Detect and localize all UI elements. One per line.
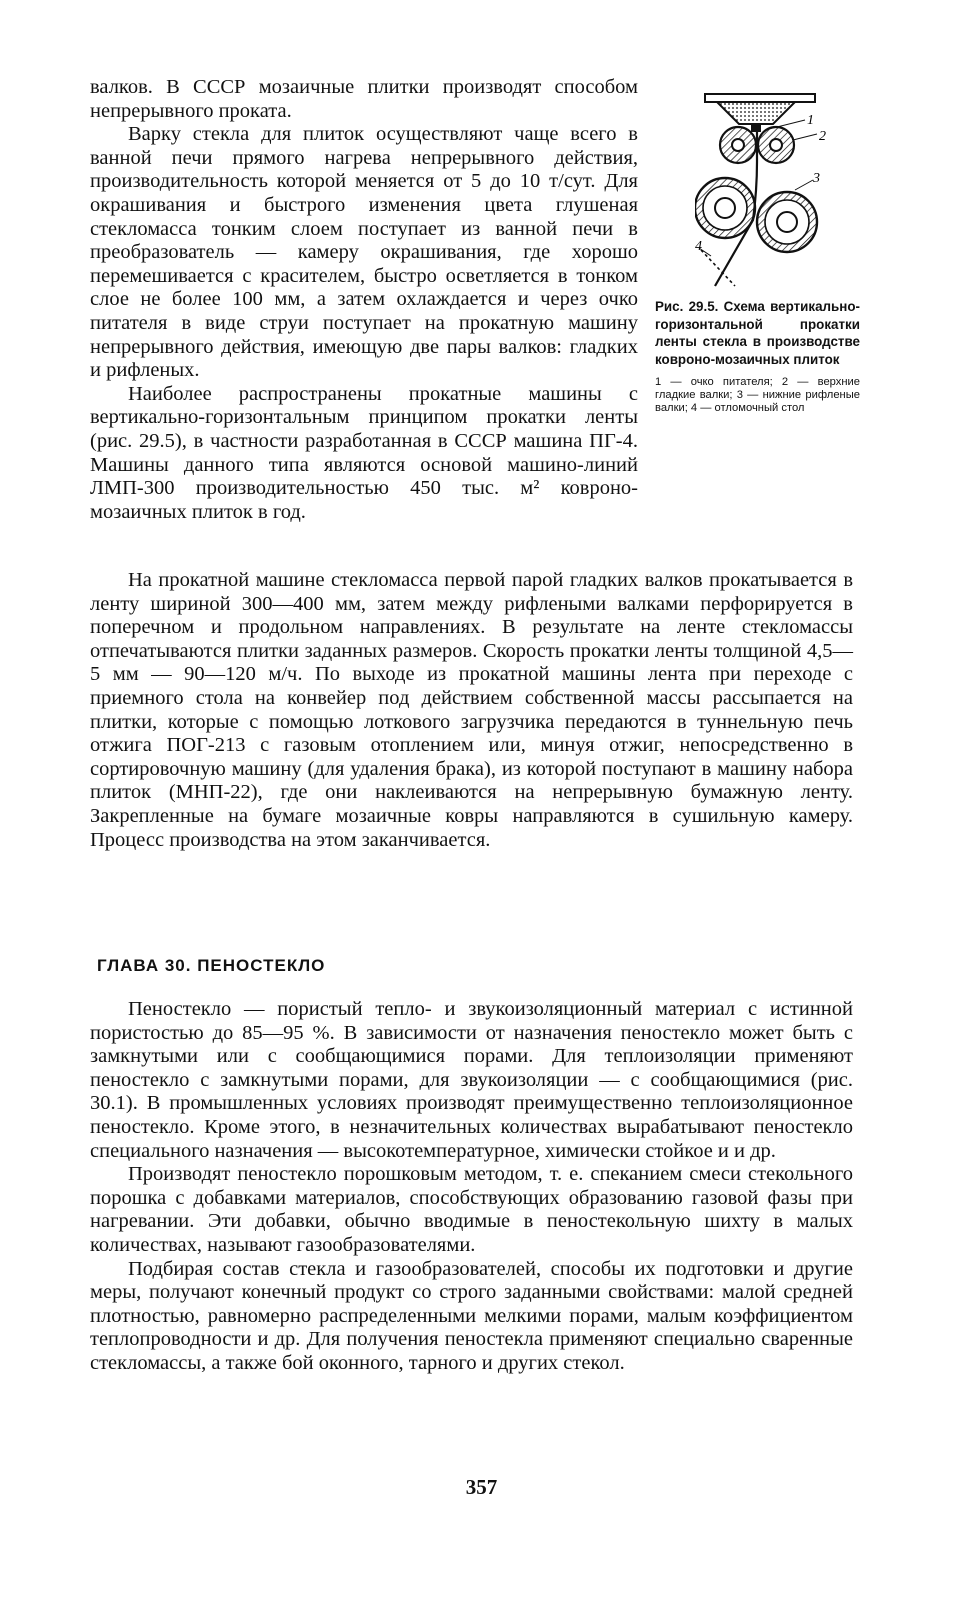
figure-caption-title: Рис. 29.5. Схема вертикально-горизонтальной прокатки ленты стекла в производстве ковроно-мозаичных плиток (655, 299, 860, 367)
paragraph-rolling-machines: Наиболее распространены прокатные машины с вертикально-горизонтальным принципом прокатки ленты (рис. 29.5), в частности разработанная в СССР машина ПГ-4. Машины данного типа являются основой машино-линий ЛМП-300 производительностью 450 тыс. м² ковроно-мозаичных плиток в год. (90, 382, 638, 523)
rolling-machine-diagram (695, 90, 845, 290)
paragraph-foam-glass-definition: Пеностекло — пористый тепло- и звукоизоляционный материал с истинной пористостью до 85—95 %. В зависимости от назначения пеностекло может быть с замкнутыми или с сообщающимися порами. Для теплоизоляции применяют пеностекло с замкнутыми порами, для звукоизоляции — с сообщающимися (рис. 30.1). В промышленных условиях производят преимущественно теплоизоляционное пеностекло. Кроме этого, в незначительных количествах вырабатывают пеностекло специального назначения — высокотемпературное, химически стойкое и и др. (90, 998, 853, 1162)
figure-caption-legend: 1 — очко питателя; 2 — верхние гладкие валки; 3 — нижние рифленые валки; 4 — отломочный стол (655, 376, 860, 414)
figure-29-5 (655, 90, 860, 414)
figure-label-4: 4 (695, 239, 702, 254)
figure-label-1: 1 (807, 113, 814, 128)
page-number: 357 (465, 1475, 498, 1499)
figure-label-2: 2 (819, 129, 826, 144)
left-column (90, 76, 638, 524)
chapter-body (90, 998, 853, 1376)
paragraph-rolling-process: На прокатной машине стекломасса первой парой гладких валков прокатывается в ленту шириной 300—400 мм, затем между рифлеными валками перфорируется в поперечном и продольном направлениях. В результате на ленте стекломассы отпечатываются плитки заданных размеров. Скорость прокатки ленты толщиной 4,5—5 мм — 90—120 м/ч. По выходе из прокатной машины лента при переходе с приемного стола на конвейер под действием собственной массы рассыпается на плитки, которые с помощью лоткового загрузчика передаются в туннельную печь отжига ПОГ-213 с газовым отоплением или, минуя отжиг, непосредственно в сортировочную машину (для удаления брака), из которой поступают в машину набора плиток (МНП-22), где они наклеиваются на непрерывную бумажную ленту. Закрепленные на бумаге мозаичные ковры направляются в сушильную камеру. Процесс производства на этом заканчивается. (90, 569, 853, 851)
paragraph-powder-method: Производят пеностекло порошковым методом, т. е. спеканием смеси стекольного порошка с добавками материалов, способствующих образованию газовой фазы при нагревании. Эти добавки, обычно вводимые в пеностекольную шихту в малых количествах, называют газообразователями. (90, 1163, 853, 1256)
paragraph-glass-melting: Варку стекла для плиток осуществляют чаще всего в ванной печи прямого нагрева непрерывного действия, производительность которой меняется от 5 до 10 т/сут. Для окрашивания и быстрого изменения цвета глушеная стекломасса тонким слоем поступает из ванной печи в преобразователь — камеру окрашивания, где хорошо перемешивается с красителем, быстро осветляется в тонком слое не более 100 мм, а затем охлаждается и через очко питателя в виде струи поступает на прокатную машину непрерывного действия, имеющую две пары валков: гладких и рифленых. (90, 123, 638, 382)
figure-label-3: 3 (813, 171, 820, 186)
chapter-heading: ГЛАВА 30. ПЕНОСТЕКЛО (97, 956, 326, 975)
paragraph-continuation: валков. В СССР мозаичные плитки производят способом непрерывного проката. (90, 76, 638, 122)
paragraph-properties: Подбирая состав стекла и газообразователей, способы их подготовки и другие меры, получают конечный продукт со строго заданными свойствами: малой средней плотностью, равномерно распределенными мелкими порами, малым коэффициентом теплопроводности и др. Для получения пеностекла применяют специально сваренные стекломассы, а также бой оконного, тарного и других стекол. (90, 1257, 853, 1374)
